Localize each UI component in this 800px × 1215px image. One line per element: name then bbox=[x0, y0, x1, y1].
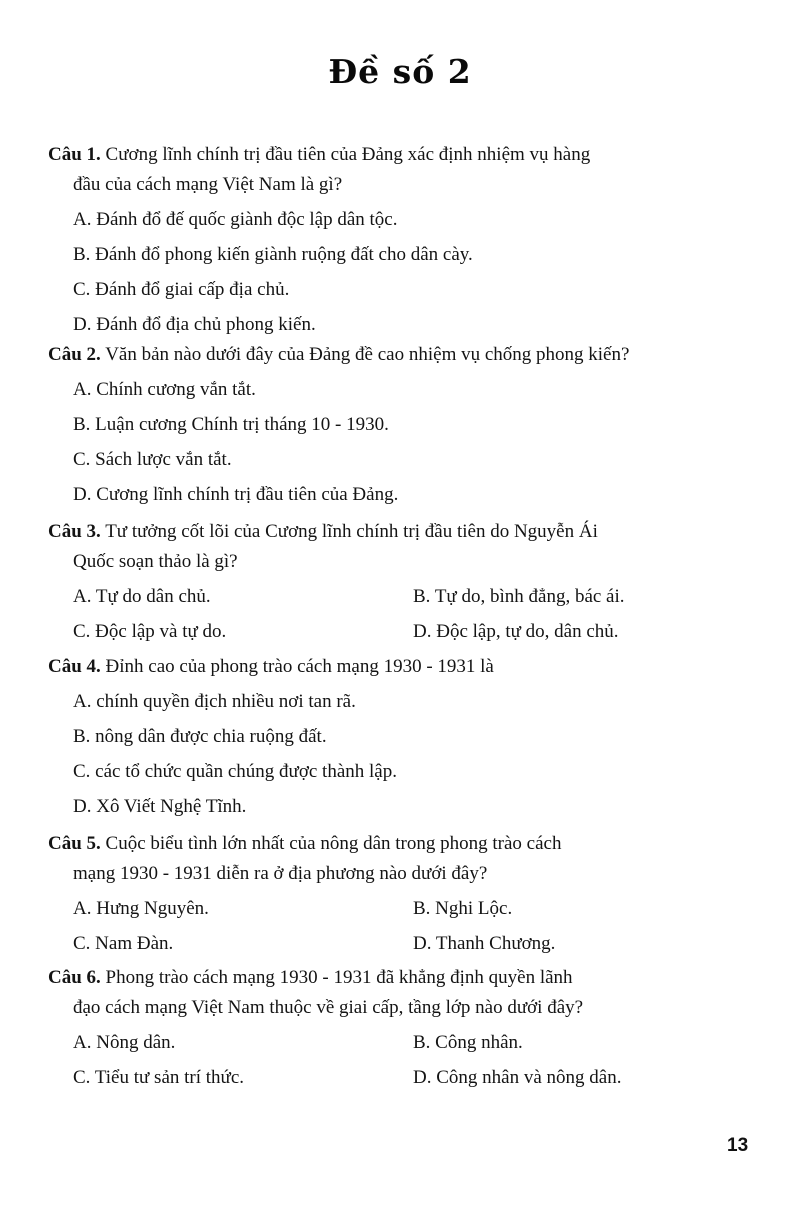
option-c: C. Sách lược vắn tắt. bbox=[73, 449, 232, 470]
option-d: D. Cương lĩnh chính trị đầu tiên của Đảng. bbox=[73, 484, 399, 505]
options-list bbox=[48, 205, 760, 345]
options-grid bbox=[48, 1028, 760, 1098]
question-text-continued: Quốc soạn thảo là gì? bbox=[73, 551, 238, 572]
question-text: Cuộc biểu tình lớn nhất của nông dân trong phong trào cách bbox=[100, 833, 562, 854]
option-c: C. Đánh đổ giai cấp địa chủ. bbox=[73, 279, 290, 300]
option-d: D. Độc lập, tự do, dân chủ. bbox=[413, 621, 619, 642]
option-d: D. Đánh đổ địa chủ phong kiến. bbox=[73, 314, 316, 335]
options-grid bbox=[48, 894, 760, 964]
option-a: A. Tự do dân chủ. bbox=[73, 586, 211, 607]
option-a: A. Hưng Nguyên. bbox=[73, 898, 209, 919]
question-text: Phong trào cách mạng 1930 - 1931 đã khẳng định quyền lãnh bbox=[100, 967, 573, 988]
question-5 bbox=[48, 829, 760, 964]
option-b: B. Công nhân. bbox=[413, 1032, 523, 1053]
question-text-continued: mạng 1930 - 1931 diễn ra ở địa phương nào dưới đây? bbox=[73, 863, 488, 884]
options-grid bbox=[48, 582, 760, 652]
option-c: C. Nam Đàn. bbox=[73, 933, 174, 954]
question-label: Câu 1. bbox=[48, 144, 101, 165]
option-b: B. Luận cương Chính trị tháng 10 - 1930. bbox=[73, 414, 389, 435]
question-label: Câu 4. bbox=[48, 656, 101, 677]
option-d: D. Xô Viết Nghệ Tĩnh. bbox=[73, 796, 247, 817]
option-a: A. chính quyền địch nhiều nơi tan rã. bbox=[73, 691, 356, 712]
question-text: Tư tưởng cốt lõi của Cương lĩnh chính trị đầu tiên do Nguyễn Ái bbox=[100, 521, 598, 542]
option-a: A. Đánh đổ đế quốc giành độc lập dân tộc. bbox=[73, 209, 398, 230]
question-2 bbox=[48, 340, 760, 515]
question-1 bbox=[48, 140, 760, 345]
question-label: Câu 5. bbox=[48, 833, 101, 854]
option-b: B. Tự do, bình đẳng, bác ái. bbox=[413, 586, 625, 607]
option-c: C. Tiểu tư sản trí thức. bbox=[73, 1067, 245, 1088]
question-4 bbox=[48, 652, 760, 827]
option-a: A. Chính cương vắn tắt. bbox=[73, 379, 256, 400]
option-d: D. Thanh Chương. bbox=[413, 933, 556, 954]
page-number: 13 bbox=[727, 1135, 749, 1156]
option-b: B. Đánh đổ phong kiến giành ruộng đất cho dân cày. bbox=[73, 244, 473, 265]
option-b: B. nông dân được chia ruộng đất. bbox=[73, 726, 327, 747]
question-3 bbox=[48, 517, 760, 652]
option-a: A. Nông dân. bbox=[73, 1032, 176, 1053]
question-text: Đỉnh cao của phong trào cách mạng 1930 - 1931 là bbox=[100, 656, 494, 677]
option-d: D. Công nhân và nông dân. bbox=[413, 1067, 622, 1088]
options-list bbox=[48, 375, 760, 515]
option-b: B. Nghi Lộc. bbox=[413, 898, 513, 919]
question-label: Câu 2. bbox=[48, 344, 101, 365]
option-c: C. các tổ chức quần chúng được thành lập. bbox=[73, 761, 397, 782]
question-6 bbox=[48, 963, 760, 1098]
question-text-continued: đạo cách mạng Việt Nam thuộc về giai cấp, tầng lớp nào dưới đây? bbox=[73, 997, 584, 1018]
options-list bbox=[48, 687, 760, 827]
question-label: Câu 6. bbox=[48, 967, 101, 988]
page-title: Đề số 2 bbox=[328, 52, 472, 91]
question-text-continued: đầu của cách mạng Việt Nam là gì? bbox=[73, 174, 343, 195]
question-text: Văn bản nào dưới đây của Đảng đề cao nhiệm vụ chống phong kiến? bbox=[100, 344, 630, 365]
question-label: Câu 3. bbox=[48, 521, 101, 542]
question-text: Cương lĩnh chính trị đầu tiên của Đảng xác định nhiệm vụ hàng bbox=[100, 144, 591, 165]
option-c: C. Độc lập và tự do. bbox=[73, 621, 227, 642]
